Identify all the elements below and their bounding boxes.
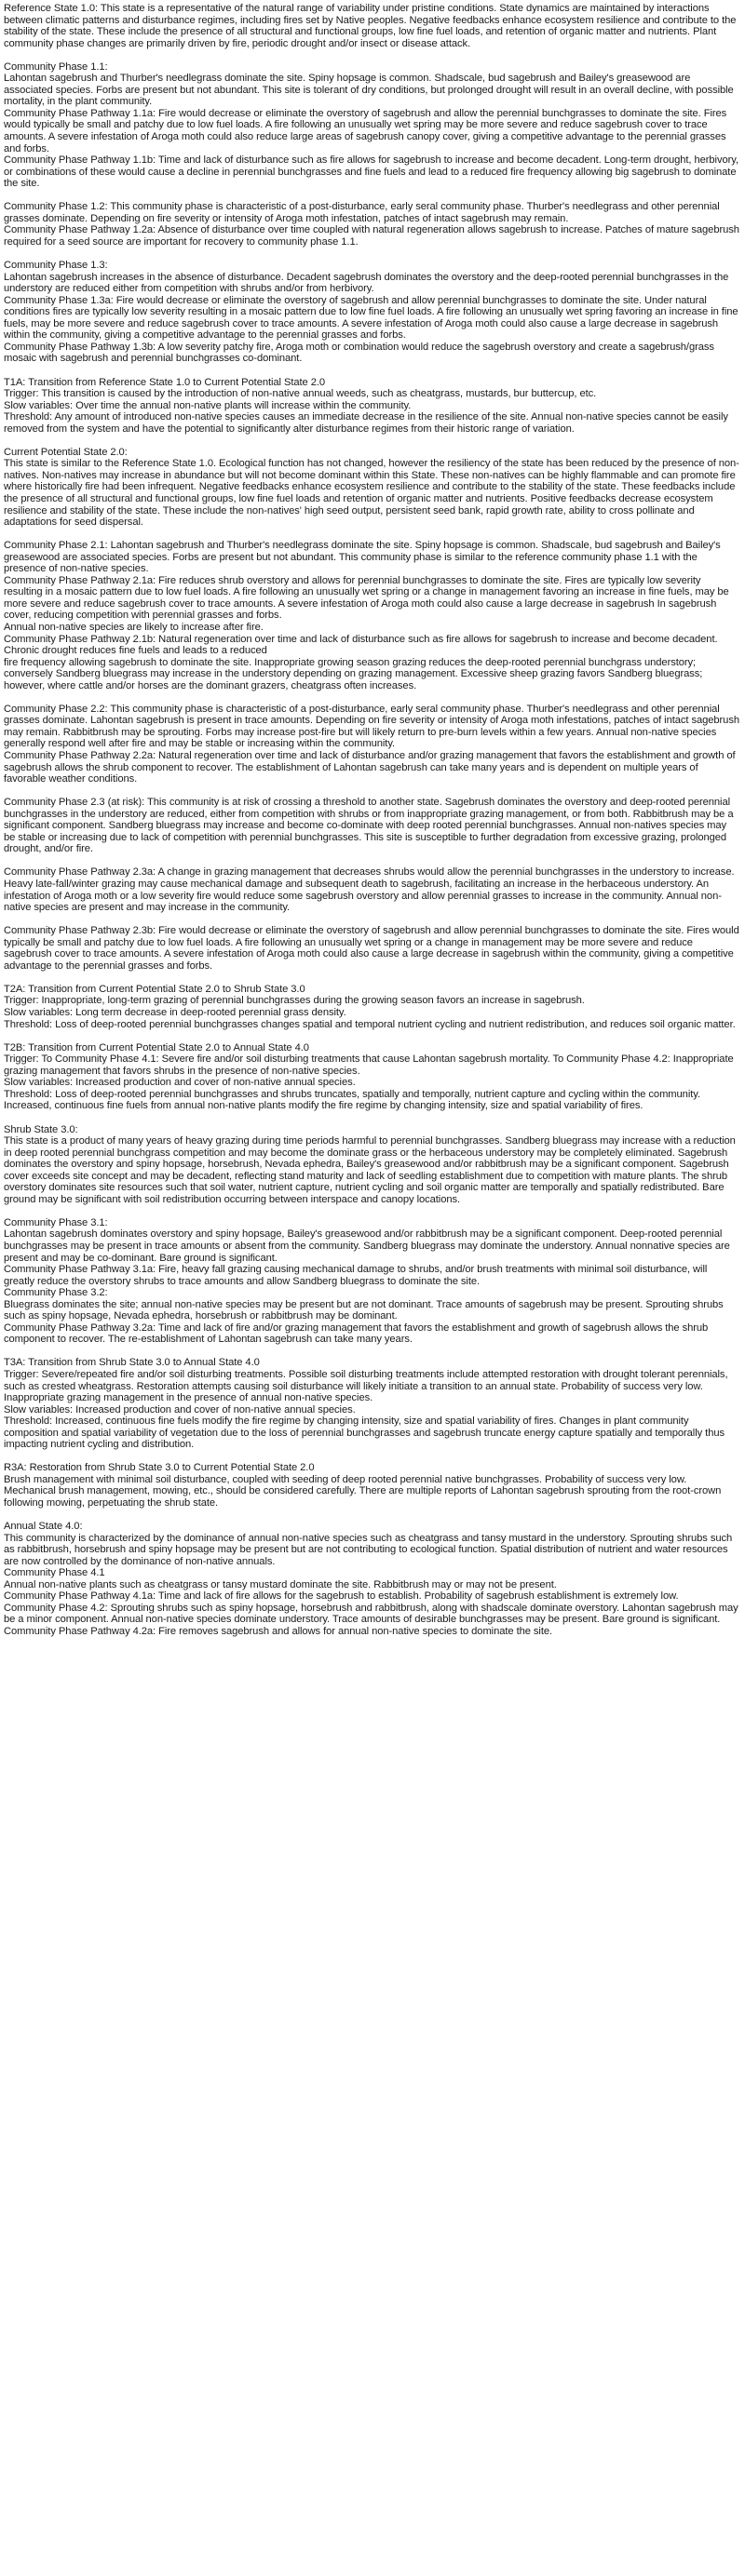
paragraph-line: Reference State 1.0: This state is a representative of the natural range of variability under pristine conditions. State dynamics are maintained by interactions between climatic patterns and disturbance regimes, including fires set by Native peoples. Negative feedbacks enhance ecosystem resilience and contribute to the stability of the state. These include the presence of all structural and functional groups, low fine fuel loads, and retention of organic matter and nutrients. Plant community phase changes are primarily driven by fire, periodic drought and/or insect or disease attack.: [4, 3, 737, 49]
paragraph: [4, 1217, 739, 1346]
paragraph-line: Community Phase 1.3a: Fire would decrease or eliminate the overstory of sagebrush and allow perennial bunchgrasses to dominate the site. Under natural conditions fires are typically low severity resulting in a mosaic pattern due to low fine fuel loads. A fire following an unusually wet spring favoring an increase in fine fuels, may be more severe and reduce sagebrush cover to trace amounts. A severe infestation of Aroga moth could also cause a large decrease in sagebrush within the community, giving a competitive advantage to the perennial grasses and forbs.: [4, 294, 738, 342]
paragraph: [4, 797, 739, 855]
paragraph-line: Inappropriate grazing management in the presence of annual non-native species.: [4, 1392, 373, 1404]
paragraph-line: Annual State 4.0:: [4, 1521, 83, 1533]
paragraph-line: T3A: Transition from Shrub State 3.0 to Annual State 4.0: [4, 1357, 260, 1369]
paragraph-line: Community Phase Pathway 3.2a: Time and lack of fire and/or grazing management that favors the establishment and growth of sagebrush allows the shrub component to recover. The re-establishment of Lahontan sagebrush can take many years.: [4, 1322, 709, 1346]
paragraph: [4, 984, 739, 1030]
paragraph-line: Community Phase Pathway 2.3b: Fire would decrease or eliminate the overstory of sagebrush and allow perennial bunchgrasses to dominate the site. Fires would typically be small and patchy due to low fuel loads. A fire following an unusually wet spring or a change in management may be more severe and reduce sagebrush cover to trace amounts. A severe infestation of Aroga moth could also cause a large decrease in sagebrush within the community, giving a competitive advantage to the perennial grasses and forbs.: [4, 925, 739, 972]
paragraph-line: Community Phase Pathway 1.1b: Time and lack of disturbance such as fire allows for sagebrush to increase and become decadent. Long-term drought, herbivory, or combinations of these would cause a decline in perennial bunchgrasses and fine fuels and lead to a reduced fire frequency allowing big sagebrush to dominate the site.: [4, 154, 738, 190]
paragraph: [4, 1357, 739, 1450]
paragraph-line: Community Phase 2.1: Lahontan sagebrush and Thurber's needlegrass dominate the site. Spiny hopsage is common. Shadscale, bud sagebrush and Bailey's greasewood are associated species. Forbs are present but not abundant. This community phase is similar to the reference community phase 1.1 with the presence of non-native species.: [4, 540, 721, 575]
paragraph: [4, 260, 739, 365]
paragraph: [4, 377, 739, 436]
paragraph-line: Community Phase Pathway 1.2a: Absence of disturbance over time coupled with natural regeneration allows sagebrush to increase. Patches of mature sagebrush required for a seed source are important for recovery to community phase 1.1.: [4, 224, 739, 248]
paragraph-line: Threshold: Loss of deep-rooted perennial bunchgrasses changes spatial and temporal nutrient cycling and nutrient redistribution, and reduces soil organic matter.: [4, 1018, 736, 1030]
paragraph-line: Shrub State 3.0:: [4, 1123, 78, 1135]
paragraph-line: fire frequency allowing sagebrush to dominate the site. Inappropriate growing season grazing reduces the deep-rooted perennial bunchgrass understory; conversely Sandberg bluegrass may increase in the understory depending on grazing management. Excessive sheep grazing favors Sandberg bluegrass; however, where cattle and/or horses are the dominant grazers, cheatgrass often increases.: [4, 656, 703, 691]
paragraph-line: Brush management with minimal soil disturbance, coupled with seeding of deep rooted perennial native bunchgrasses. Probability of success very low. Mechanical brush management, mowing, etc., should be considered carefully. There are multiple reports of Lahontan sagebrush sprouting from the root-crown following mowing, perpetuating the shrub state.: [4, 1473, 722, 1509]
paragraph: [4, 3, 739, 49]
paragraph: [4, 61, 739, 190]
paragraph-line: Community Phase Pathway 1.1a: Fire would decrease or eliminate the overstory of sagebrush and allow the perennial bunchgrasses to dominate the site. Fires would typically be small and patchy due to low fuel loads. A fire following an unusually wet spring may be more severe and reduce sagebrush cover to trace amounts. A severe infestation of Aroga moth could also reduce large areas of sagebrush canopy cover, giving a competitive advantage to the perennial grasses and forbs.: [4, 107, 727, 154]
paragraph-line: Threshold: Any amount of introduced non-native species causes an immediate decrease in the resilience of the site. Annual non-native species cannot be easily removed from the system and have the potential to significantly alter disturbance regimes from their historic range of variation.: [4, 411, 728, 435]
paragraph-line: T2B: Transition from Current Potential State 2.0 to Annual State 4.0: [4, 1041, 309, 1053]
paragraph: [4, 201, 739, 248]
paragraph-line: Community Phase 1.3:: [4, 260, 108, 272]
paragraph-line: Trigger: Inappropriate, long-term grazing of perennial bunchgrasses during the growing season favors an increase in sagebrush.: [4, 995, 585, 1007]
paragraph-line: Slow variables: Over time the annual non-native plants will increase within the community.: [4, 399, 412, 411]
paragraph: [4, 1042, 739, 1112]
paragraph-line: Slow variables: Increased production and cover of non-native annual species.: [4, 1077, 356, 1089]
paragraph: [4, 447, 739, 529]
paragraph-line: Trigger: This transition is caused by the introduction of non-native annual weeds, such as cheatgrass, mustards, bur buttercup, etc.: [4, 388, 597, 400]
paragraph-line: T1A: Transition from Reference State 1.0 to Current Potential State 2.0: [4, 376, 326, 388]
paragraph-line: Community Phase Pathway 2.2a: Natural regeneration over time and lack of disturbance and/or grazing management that favors the establishment and growth of sagebrush allows the shrub component to recover. The establishment of Lahontan sagebrush can take many years and is dependent on multiple years of favorable weather conditions.: [4, 750, 736, 785]
paragraph-line: Lahontan sagebrush increases in the absence of disturbance. Decadent sagebrush dominates the overstory and the deep-rooted perennial bunchgrasses in the understory are reduced either from competition with shrubs and/or from herbivory.: [4, 271, 729, 295]
paragraph: [4, 866, 739, 913]
paragraph-line: R3A: Restoration from Shrub State 3.0 to Current Potential State 2.0: [4, 1462, 315, 1474]
paragraph-line: Community Phase 1.2: This community phase is characteristic of a post-disturbance, early seral community phase. Thurber's needlegrass and other perennial grasses dominate. Depending on fire severity or intensity of Aroga moth infestation, patches of intact sagebrush may remain.: [4, 201, 720, 224]
paragraph-line: Community Phase 2.3 (at risk): This community is at risk of crossing a threshold to another state. Sagebrush dominates the overstory and deep-rooted perennial bunchgrasses in the understory are reduced, either from competition with shrubs or from inappropriate grazing management, or from both. Rabbitbrush may be a significant component. Sandberg bluegrass may increase and become co-dominate with deep rooted perennial bunchgrasses. Annual non-natives species may be stable or increasing due to lack of competition with perennial bunchgrasses. This site is susceptible to further degradation from excessive grazing, prolonged drought, and/or fire.: [4, 797, 734, 855]
paragraph-line: Slow variables: Increased production and cover of non-native annual species.: [4, 1403, 356, 1415]
paragraph-line: Threshold: Loss of deep-rooted perennial bunchgrasses and shrubs truncates, spatially and temporally, nutrient capture and cycling within the community. Increased, continuous fine fuels from annual non-native plants modify the fire regime by changing intensity, size and spatial variability of fires.: [4, 1088, 700, 1112]
paragraph-line: This state is a product of many years of heavy grazing during time periods harmful to perennial bunchgrasses. Sandberg bluegrass may increase with a reduction in deep rooted perennial bunchgrass competition and may become the dominate grass or the herbaceous understory may be completely eliminated. Sagebrush dominates the overstory and spiny hopsage, horsebrush, Nevada ephedra, Bailey's greasewood and/or rabbitbrush may be a significant component. Sagebrush cover exceeds site concept and may be decadent, reflecting stand maturity and lack of seedling establishment due to competition with mature plants. The shrub overstory dominates site resources such that soil water, nutrient capture, nutrient cycling and soil organic matter are temporally and spatially redistributed. Bare ground may be significant with soil redistribution occurring between interspace and canopy locations.: [4, 1135, 736, 1205]
paragraph: [4, 925, 739, 972]
paragraph-line: Trigger: To Community Phase 4.1: Severe fire and/or soil disturbing treatments that cause Lahontan sagebrush mortality. To Community Phase 4.2: Inappropriate grazing management that favors shrubs in the presence of non-native species.: [4, 1053, 734, 1077]
paragraph-line: Community Phase Pathway 4.1a: Time and lack of fire allows for the sagebrush to establish. Probability of sagebrush establishment is extremely low.: [4, 1590, 679, 1603]
paragraph: [4, 704, 739, 785]
paragraph-line: Community Phase 2.2: This community phase is characteristic of a post-disturbance, early seral community phase. Thurber's needlegrass and other perennial grasses dominate. Lahontan sagebrush is present in trace amounts. Depending on fire severity or intensity of Aroga moth infestations, patches of intact sagebrush may remain. Rabbitbrush may be sprouting. Forbs may increase post-fire but will likely return to pre-burn levels within a few years. Annual non-native species generally respond well after fire and may be stable or increasing within the community.: [4, 703, 739, 750]
paragraph-line: Community Phase Pathway 1.3b: A low severity patchy fire, Aroga moth or combination would reduce the sagebrush overstory and create a sagebrush/grass mosaic with sagebrush and perennial bunchgrasses co-dominant.: [4, 341, 714, 365]
paragraph: [4, 1521, 739, 1637]
paragraph-line: Trigger: Severe/repeated fire and/or soil disturbing treatments. Possible soil disturbing treatments include attempted restoration with drought tolerant perennials, such as crested wheatgrass. Restoration attempts causing soil disturbance will likely initiate a transition to an annual state. Probability of success very low.: [4, 1368, 728, 1392]
paragraph-line: Annual non-native species are likely to increase after fire.: [4, 621, 264, 633]
paragraph-line: Current Potential State 2.0:: [4, 446, 128, 458]
paragraph-line: This community is characterized by the dominance of annual non-native species such as cheatgrass and tansy mustard in the understory. Sprouting shrubs such as rabbitbrush, horsebrush and spiny hopsage may be present but are not contributing to ecological function. Spatial distribution of nutrient and water resources are now controlled by the dominance of non-native annuals.: [4, 1532, 733, 1567]
paragraph-line: Annual non-native plants such as cheatgrass or tansy mustard dominate the site. Rabbitbrush may or may not be present.: [4, 1578, 557, 1590]
paragraph-line: Community Phase 3.1:: [4, 1216, 108, 1228]
paragraph-line: Community Phase Pathway 2.3a: A change in grazing management that decreases shrubs would allow the perennial bunchgrasses in the understory to increase. Heavy late-fall/winter grazing may cause mechanical damage and subsequent death to sagebrush, facilitating an increase in the herbaceous understory. An infestation of Aroga moth or a low severity fire would reduce some sagebrush overstory and allow perennial grasses to increase in the community. Annual non-native species are present and may increase in the community.: [4, 866, 735, 914]
paragraph-line: Lahontan sagebrush and Thurber's needlegrass dominate the site. Spiny hopsage is common. Shadscale, bud sagebrush and Bailey's greasewood are associated species. Forbs are present but not abundant. This site is tolerant of dry conditions, but prolonged drought will result in an overall decline, with possible mortality, in the plant community.: [4, 73, 734, 108]
paragraph-line: Bluegrass dominates the site; annual non-native species may be present but are not dominant. Trace amounts of sagebrush may be present. Sprouting shrubs such as spiny hopsage, Nevada ephedra, horsebrush or rabbitbrush may be dominant.: [4, 1298, 724, 1322]
paragraph-line: Community Phase Pathway 2.1b: Natural regeneration over time and lack of disturbance such as fire allows for sagebrush to increase and become decadent. Chronic drought reduces fine fuels and leads to a reduced: [4, 633, 718, 657]
paragraph: [4, 540, 739, 691]
paragraph-line: Community Phase 1.1:: [4, 60, 108, 73]
paragraph: [4, 1462, 739, 1509]
paragraph: [4, 1124, 739, 1206]
paragraph-line: Community Phase 4.1: [4, 1567, 105, 1579]
paragraph-line: Lahontan sagebrush dominates overstory and spiny hopsage, Bailey's greasewood and/or rabbitbrush may be a significant component. Deep-rooted perennial bunchgrasses may be present in trace amounts or absent from the community. Sandberg bluegrass may dominate the understory. Annual nonnative species are present and may be co-dominant. Bare ground is significant.: [4, 1228, 730, 1264]
paragraph-line: Community Phase Pathway 3.1a: Fire, heavy fall grazing causing mechanical damage to shrubs, and/or brush treatments with minimal soil disturbance, will greatly reduce the overstory shrubs to trace amounts and allow Sandberg bluegrass to dominate the site.: [4, 1264, 708, 1287]
paragraph-line: Community Phase Pathway 2.1a: Fire reduces shrub overstory and allows for perennial bunchgrasses to dominate the site. Fires are typically low severity resulting in a mosaic pattern due to low fuel loads. A fire following an unusually wet spring or a change in management favoring an increase in fine fuels, may be more severe and reduce sagebrush cover to trace amounts. A severe infestation of Aroga moth could also cause a large decrease in sagebrush In sagebrush cover, reducing competition with perennial grasses and forbs.: [4, 574, 729, 622]
paragraph-line: Community Phase 3.2:: [4, 1287, 108, 1299]
paragraph-line: Threshold: Increased, continuous fine fuels modify the fire regime by changing intensity, size and spatial variability of fires. Changes in plant community composition and spatial variability of vegetation due to the loss of perennial bunchgrasses and sagebrush truncate energy capture spatially and temporally thus impacting nutrient cycling and distribution.: [4, 1415, 725, 1451]
ecological-site-state-transition-text: [4, 3, 739, 1649]
paragraph-line: This state is similar to the Reference State 1.0. Ecological function has not changed, however the resiliency of the state has been reduced by the presence of non-natives. Non-natives may increase in abundance but will not become dominant within this State. These non-natives can be highly flammable and can promote fire where historically fire had been infrequent. Negative feedbacks enhance ecosystem resilience and contribute to the stability of the state. These feedbacks include the presence of all structural and functional groups, low fine fuel loads and retention of organic matter and nutrients. Positive feedbacks decrease ecosystem resilience and stability of the state. These include the non-natives' high seed output, persistent seed bank, rapid growth rate, ability to cross pollinate and adaptations for seed dispersal.: [4, 458, 739, 529]
paragraph-line: Community Phase 4.2: Sprouting shrubs such as spiny hopsage, horsebrush and rabbitbrush, along with shadscale dominate overstory. Lahontan sagebrush may be a minor component. Annual non-native species dominate understory. Trace amounts of desirable bunchgrasses may be present. Bare ground is significant.: [4, 1602, 738, 1626]
paragraph-line: Slow variables: Long term decrease in deep-rooted perennial grass density.: [4, 1007, 346, 1019]
paragraph-line: T2A: Transition from Current Potential State 2.0 to Shrub State 3.0: [4, 983, 305, 995]
paragraph-line: Community Phase Pathway 4.2a: Fire removes sagebrush and allows for annual non-native species to dominate the site.: [4, 1626, 553, 1638]
